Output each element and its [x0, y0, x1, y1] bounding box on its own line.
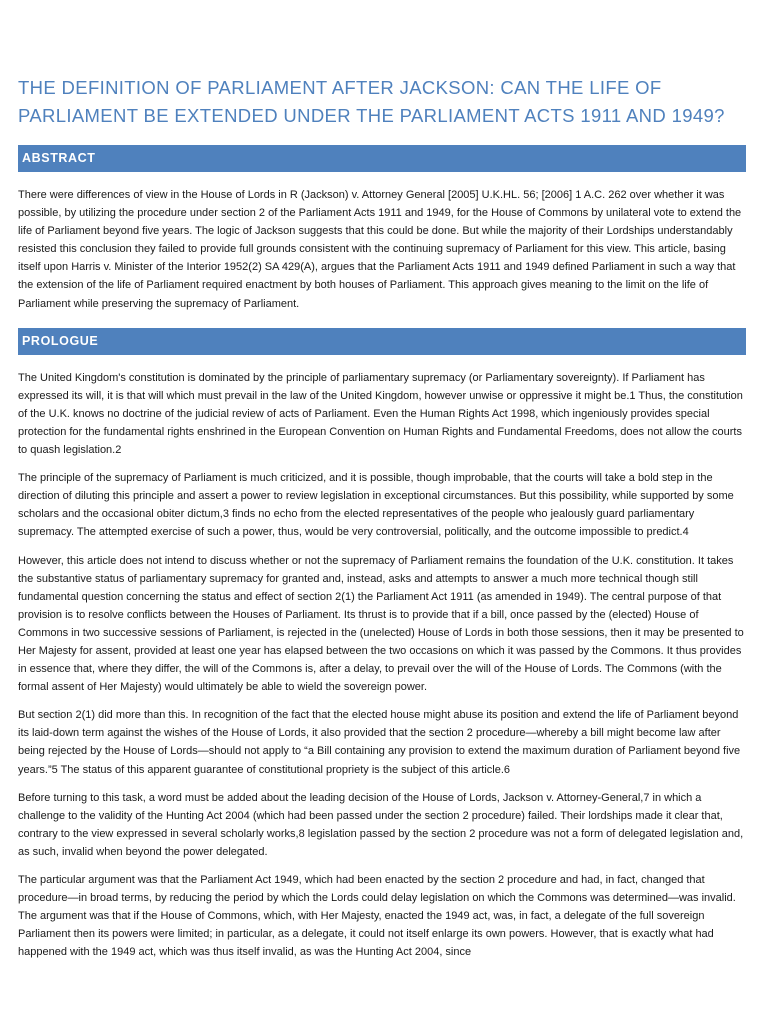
prologue-paragraph-2: The principle of the supremacy of Parliament is much criticized, and it is possible, though improbable, that the courts will take a bold step in the direction of diluting this principle and assert a power to review legislation in exceptional circumstances. But this possibility, while supported by some scholars and the occasional obiter dictum,3 finds no echo from the elected representatives of the people who jealously guard parliamentary supremacy. The attempted exercise of such a power, thus, would be very controversial, politically, and the outcome impossible to predict.4 — [18, 472, 734, 539]
abstract-heading-bar — [18, 145, 746, 172]
abstract-heading: ABSTRACT — [22, 151, 96, 165]
abstract-paragraph: There were differences of view in the House of Lords in R (Jackson) v. Attorney General [2005] U.K.HL. 56; [2006] 1 A.C. 262 over whether it was possible, by utilizing the procedure under section 2 of the Parliament Acts 1911 and 1949, for the House of Commons by unilateral vote to extend the life of Parliament beyond five years. The logic of Jackson suggests that this could be done. But while the majority of their Lordships understandably resisted this conclusion they failed to provide full grounds consistent with the continuing supremacy of Parliament for this view. This article, basing itself upon Harris v. Minister of the Interior 1952(2) SA 429(A), argues that the Parliament Acts 1911 and 1949 defined Parliament in such a way that the extension of the life of Parliament required enactment by both houses of Parliament. This approach gives meaning to the limit on the life of Parliament while preserving the supremacy of Parliament. — [18, 189, 742, 310]
prologue-heading-bar — [18, 328, 746, 355]
prologue-paragraph-3: However, this article does not intend to discuss whether or not the supremacy of Parliament remains the foundation of the U.K. constitution. It takes the substantive status of parliamentary supremacy for granted and, instead, asks and attempts to answer a much more technical though still fundamental question concerning the status and effect of section 2(1) the Parliament Act 1911 (as amended in 1949). The central purpose of that provision is to resolve conflicts between the Houses of Parliament. Its thrust is to provide that if a bill, once passed by the (elected) House of Commons in two successive sessions of Parliament, is rejected in the (unelected) House of Lords in both those sessions, then it may be presented to Her Majesty for assent, provided at least one year has elapsed between the two occasions on which it was passed by the Commons. It thus provides in essence that, where they differ, the will of the Commons is, after a delay, to prevail over the will of the House of Lords. The Commons (with the formal assent of Her Majesty) would ultimately be able to wield the sovereign power. — [18, 554, 744, 694]
document-title: THE DEFINITION OF PARLIAMENT AFTER JACKSON: CAN THE LIFE OF PARLIAMENT BE EXTENDED UNDER THE PARLIAMENT ACTS 1911 AND 1949? — [18, 77, 725, 126]
prologue-heading: PROLOGUE — [22, 333, 99, 348]
document-page — [18, 0, 746, 961]
prologue-paragraph-4: But section 2(1) did more than this. In recognition of the fact that the elected house might abuse its position and extend the life of Parliament beyond its laid-down term against the wishes of the House of Lords, it also provided that the section 2 procedure—whereby a bill might become law after being rejected by the House of Lords—should not apply to “a Bill containing any provision to extend the maximum duration of Parliament beyond five years.”5 The status of this apparent guarantee of constitutional propriety is the subject of this article.6 — [18, 709, 741, 776]
prologue-paragraph-6: The particular argument was that the Parliament Act 1949, which had been enacted by the section 2 procedure and had, in fact, changed that procedure—in broad terms, by reducing the period by which the Lords could delay legislation on which the Commons was determined—was invalid. The argument was that if the House of Commons, which, with Her Majesty, enacted the 1949 act, was, in fact, a delegate of the full sovereign Parliament then its powers were limited; in particular, as a delegate, it could not itself enlarge its own powers. However, that is exactly what had happened with the 1949 act, which was thus itself invalid, as was the Hunting Act 2004, since — [18, 874, 736, 959]
prologue-paragraph-5: Before turning to this task, a word must be added about the leading decision of the House of Lords, Jackson v. Attorney-General,7 in which a challenge to the validity of the Hunting Act 2004 (which had been passed under the section 2 procedure) failed. Their lordships made it clear that, contrary to the view expressed in several scholarly works,8 legislation passed by the section 2 procedure was not a form of delegated legislation and, as such, invalid when beyond the power delegated. — [18, 791, 744, 858]
prologue-paragraph-1: The United Kingdom's constitution is dominated by the principle of parliamentary supremacy (or Parliamentary sovereignty). If Parliament has expressed its will, it is that will which must prevail in the law of the United Kingdom, however unwise or oppressive it might be.1 Thus, the constitution of the U.K. knows no doctrine of the judicial review of acts of Parliament. Even the Human Rights Act 1998, which ingeniously provides special protection for the fundamental rights enshrined in the European Convention on Human Rights and Fundamental Freedoms, does not allow the courts to quash legislation.2 — [18, 371, 743, 457]
